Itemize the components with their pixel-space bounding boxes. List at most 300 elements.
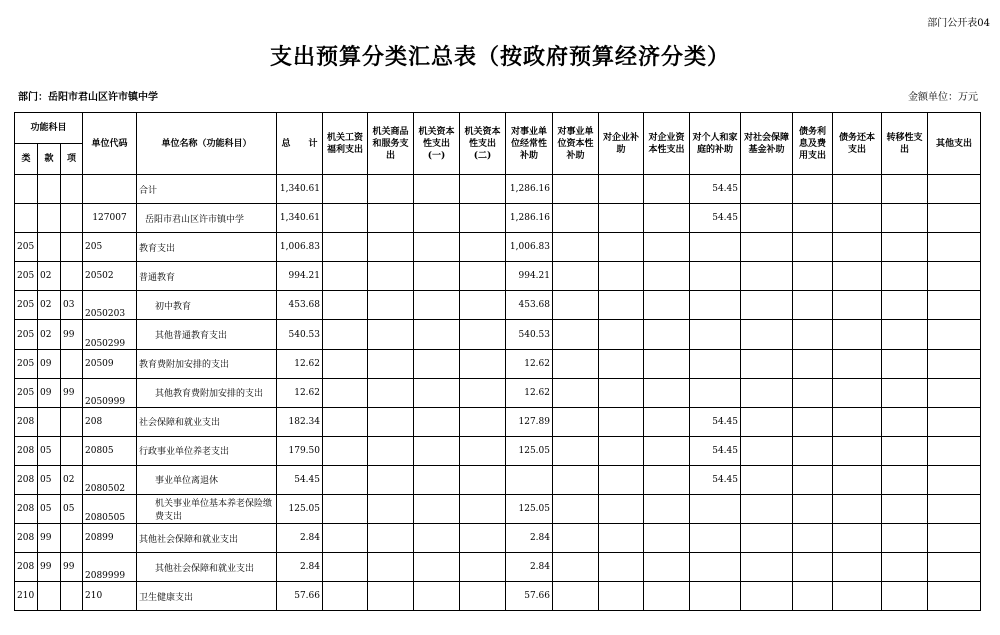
cell-unit-name: 普通教育 [137, 262, 277, 291]
cell-xiang [61, 436, 83, 465]
cell-c4 [460, 262, 506, 291]
cell-c1 [323, 465, 368, 494]
cell-total: 453.68 [277, 291, 323, 320]
header-c14: 其他支出 [928, 113, 981, 175]
cell-lei: 208 [15, 524, 38, 553]
cell-c6 [553, 349, 599, 378]
cell-unit-code: 127007 [83, 204, 137, 233]
cell-c12 [833, 524, 882, 553]
cell-c5: 12.62 [506, 349, 553, 378]
cell-c9 [690, 553, 741, 582]
cell-c5: 1,286.16 [506, 175, 553, 204]
cell-c4 [460, 204, 506, 233]
cell-c13 [882, 320, 928, 349]
cell-c1 [323, 204, 368, 233]
cell-c9 [690, 582, 741, 611]
cell-c3 [414, 320, 460, 349]
table-number: 部门公开表04 [927, 18, 990, 29]
cell-c11 [793, 436, 833, 465]
cell-lei: 208 [15, 553, 38, 582]
cell-c14 [928, 582, 981, 611]
cell-c6 [553, 320, 599, 349]
cell-c6 [553, 407, 599, 436]
cell-c11 [793, 291, 833, 320]
cell-c3 [414, 204, 460, 233]
cell-c10 [741, 407, 793, 436]
cell-xiang [61, 582, 83, 611]
cell-c3 [414, 524, 460, 553]
cell-lei: 210 [15, 582, 38, 611]
cell-lei: 205 [15, 233, 38, 262]
cell-c13 [882, 262, 928, 291]
cell-total: 179.50 [277, 436, 323, 465]
page-title: 支出预算分类汇总表（按政府预算经济分类） [269, 44, 730, 70]
cell-c7 [599, 204, 644, 233]
table-row [15, 465, 981, 494]
cell-c14 [928, 553, 981, 582]
cell-c6 [553, 436, 599, 465]
cell-c8 [644, 349, 690, 378]
cell-c6 [553, 233, 599, 262]
cell-c11 [793, 465, 833, 494]
cell-unit-code: 208 [83, 407, 137, 436]
cell-c2 [368, 175, 414, 204]
cell-unit-code [83, 175, 137, 204]
cell-c1 [323, 175, 368, 204]
cell-unit-name: 教育支出 [137, 233, 277, 262]
cell-c1 [323, 553, 368, 582]
table-row [15, 291, 981, 320]
cell-c7 [599, 407, 644, 436]
table-row [15, 582, 981, 611]
cell-c13 [882, 495, 928, 524]
cell-c4 [460, 233, 506, 262]
header-c4: 机关资本性支出(二) [460, 113, 506, 175]
cell-c11 [793, 233, 833, 262]
cell-c1 [323, 320, 368, 349]
cell-c13 [882, 175, 928, 204]
cell-c3 [414, 175, 460, 204]
cell-c14 [928, 436, 981, 465]
cell-xiang: 03 [61, 291, 83, 320]
cell-lei [15, 175, 38, 204]
cell-c2 [368, 262, 414, 291]
cell-c12 [833, 291, 882, 320]
cell-c10 [741, 465, 793, 494]
cell-total: 540.53 [277, 320, 323, 349]
cell-xiang: 99 [61, 553, 83, 582]
cell-c3 [414, 349, 460, 378]
cell-c7 [599, 320, 644, 349]
cell-kuan [38, 582, 61, 611]
cell-total: 57.66 [277, 582, 323, 611]
cell-c11 [793, 204, 833, 233]
cell-c12 [833, 582, 882, 611]
cell-c7 [599, 175, 644, 204]
cell-c13 [882, 407, 928, 436]
cell-c14 [928, 233, 981, 262]
cell-c14 [928, 320, 981, 349]
cell-unit-name: 合计 [137, 175, 277, 204]
cell-c4 [460, 524, 506, 553]
table-row [15, 436, 981, 465]
cell-c2 [368, 407, 414, 436]
cell-c2 [368, 233, 414, 262]
cell-lei: 208 [15, 465, 38, 494]
cell-c11 [793, 175, 833, 204]
cell-c3 [414, 291, 460, 320]
cell-c8 [644, 553, 690, 582]
cell-c12 [833, 204, 882, 233]
cell-c6 [553, 524, 599, 553]
cell-kuan [38, 407, 61, 436]
cell-xiang [61, 262, 83, 291]
cell-c8 [644, 291, 690, 320]
cell-c2 [368, 524, 414, 553]
header-c8: 对企业资本性支出 [644, 113, 690, 175]
cell-c5: 125.05 [506, 436, 553, 465]
cell-c14 [928, 465, 981, 494]
cell-c14 [928, 262, 981, 291]
cell-c7 [599, 349, 644, 378]
table-row [15, 495, 981, 524]
cell-c6 [553, 553, 599, 582]
cell-c2 [368, 204, 414, 233]
cell-c12 [833, 465, 882, 494]
cell-kuan: 02 [38, 262, 61, 291]
cell-c8 [644, 204, 690, 233]
cell-c9 [690, 495, 741, 524]
amount-unit-label: 金额单位：万元 [908, 92, 978, 103]
cell-c1 [323, 524, 368, 553]
cell-lei: 205 [15, 349, 38, 378]
cell-c8 [644, 524, 690, 553]
cell-c11 [793, 378, 833, 407]
header-c12: 债务还本支出 [833, 113, 882, 175]
header-c10: 对社会保障基金补助 [741, 113, 793, 175]
cell-c13 [882, 233, 928, 262]
cell-c10 [741, 582, 793, 611]
table-row [15, 407, 981, 436]
cell-c5: 2.84 [506, 553, 553, 582]
cell-c1 [323, 495, 368, 524]
cell-unit-code: 205 [83, 233, 137, 262]
cell-unit-name: 事业单位离退休 [137, 465, 277, 494]
cell-kuan: 99 [38, 553, 61, 582]
cell-c8 [644, 233, 690, 262]
cell-c12 [833, 495, 882, 524]
table-row [15, 320, 981, 349]
cell-c6 [553, 495, 599, 524]
cell-c9 [690, 320, 741, 349]
cell-c7 [599, 582, 644, 611]
cell-c3 [414, 407, 460, 436]
cell-c12 [833, 378, 882, 407]
cell-c1 [323, 582, 368, 611]
cell-total: 12.62 [277, 378, 323, 407]
header-c6: 对事业单位资本性补助 [553, 113, 599, 175]
cell-unit-code: 20805 [83, 436, 137, 465]
header-unit-code: 单位代码 [83, 113, 137, 175]
cell-c3 [414, 582, 460, 611]
cell-c2 [368, 291, 414, 320]
cell-c11 [793, 582, 833, 611]
cell-c5: 1,286.16 [506, 204, 553, 233]
table-row [15, 262, 981, 291]
cell-c9 [690, 378, 741, 407]
cell-c4 [460, 436, 506, 465]
cell-kuan: 05 [38, 495, 61, 524]
cell-c11 [793, 524, 833, 553]
cell-c10 [741, 349, 793, 378]
header-c2: 机关商品和服务支出 [368, 113, 414, 175]
cell-unit-code: 2089999 [83, 553, 137, 582]
cell-c11 [793, 262, 833, 291]
cell-c11 [793, 495, 833, 524]
cell-c5: 453.68 [506, 291, 553, 320]
cell-total: 125.05 [277, 495, 323, 524]
cell-unit-name: 其他教育费附加安排的支出 [137, 378, 277, 407]
cell-kuan [38, 204, 61, 233]
cell-c9 [690, 262, 741, 291]
cell-c5: 127.89 [506, 407, 553, 436]
cell-c2 [368, 320, 414, 349]
cell-kuan [38, 233, 61, 262]
cell-c9 [690, 349, 741, 378]
cell-c14 [928, 175, 981, 204]
cell-lei: 208 [15, 495, 38, 524]
cell-c11 [793, 553, 833, 582]
cell-c8 [644, 320, 690, 349]
cell-c10 [741, 495, 793, 524]
cell-c9 [690, 233, 741, 262]
cell-c12 [833, 262, 882, 291]
cell-total: 182.34 [277, 407, 323, 436]
cell-c11 [793, 320, 833, 349]
cell-xiang: 05 [61, 495, 83, 524]
cell-xiang: 99 [61, 320, 83, 349]
header-xiang: 项 [61, 144, 83, 175]
cell-kuan [38, 175, 61, 204]
header-unit-name: 单位名称（功能科目） [137, 113, 277, 175]
cell-unit-code: 2050299 [83, 320, 137, 349]
cell-kuan: 02 [38, 291, 61, 320]
cell-xiang [61, 175, 83, 204]
cell-c8 [644, 262, 690, 291]
cell-unit-code: 20899 [83, 524, 137, 553]
cell-kuan: 09 [38, 378, 61, 407]
cell-c8 [644, 495, 690, 524]
cell-c2 [368, 378, 414, 407]
cell-c2 [368, 553, 414, 582]
cell-c12 [833, 233, 882, 262]
cell-c12 [833, 436, 882, 465]
cell-lei [15, 204, 38, 233]
table-body [15, 175, 981, 611]
cell-total: 2.84 [277, 524, 323, 553]
header-lei: 类 [15, 144, 38, 175]
cell-c10 [741, 378, 793, 407]
cell-unit-name: 其他社会保障和就业支出 [137, 553, 277, 582]
cell-c13 [882, 553, 928, 582]
cell-total: 54.45 [277, 465, 323, 494]
cell-total: 1,006.83 [277, 233, 323, 262]
cell-unit-code: 20509 [83, 349, 137, 378]
cell-c9 [690, 524, 741, 553]
cell-c10 [741, 553, 793, 582]
cell-lei: 208 [15, 407, 38, 436]
cell-lei: 205 [15, 378, 38, 407]
cell-xiang [61, 524, 83, 553]
header-total: 总 计 [277, 113, 323, 175]
cell-c12 [833, 407, 882, 436]
cell-c13 [882, 524, 928, 553]
cell-c2 [368, 465, 414, 494]
cell-c12 [833, 553, 882, 582]
header-c3: 机关资本性支出(一) [414, 113, 460, 175]
cell-unit-code: 2080502 [83, 465, 137, 494]
cell-c7 [599, 465, 644, 494]
cell-c5: 1,006.83 [506, 233, 553, 262]
cell-c13 [882, 465, 928, 494]
cell-c3 [414, 233, 460, 262]
cell-c10 [741, 262, 793, 291]
table-row [15, 204, 981, 233]
cell-c6 [553, 465, 599, 494]
cell-c11 [793, 407, 833, 436]
cell-c7 [599, 378, 644, 407]
table-row [15, 553, 981, 582]
header-c1: 机关工资福利支出 [323, 113, 368, 175]
header-kuan: 款 [38, 144, 61, 175]
cell-c2 [368, 495, 414, 524]
cell-c1 [323, 378, 368, 407]
cell-c4 [460, 320, 506, 349]
table-row [15, 175, 981, 204]
cell-c1 [323, 291, 368, 320]
header-c5: 对事业单位经常性补助 [506, 113, 553, 175]
cell-c10 [741, 524, 793, 553]
header-func-subject: 功能科目 [15, 113, 83, 144]
cell-c14 [928, 524, 981, 553]
cell-xiang [61, 204, 83, 233]
cell-c10 [741, 436, 793, 465]
cell-c2 [368, 436, 414, 465]
cell-c9: 54.45 [690, 436, 741, 465]
cell-c5 [506, 465, 553, 494]
cell-c4 [460, 407, 506, 436]
cell-c1 [323, 349, 368, 378]
cell-c1 [323, 233, 368, 262]
cell-c3 [414, 436, 460, 465]
cell-c12 [833, 175, 882, 204]
cell-xiang [61, 349, 83, 378]
cell-c6 [553, 262, 599, 291]
table-row [15, 378, 981, 407]
cell-lei: 208 [15, 436, 38, 465]
cell-c10 [741, 204, 793, 233]
cell-c6 [553, 175, 599, 204]
cell-c9: 54.45 [690, 204, 741, 233]
cell-c1 [323, 262, 368, 291]
cell-lei: 205 [15, 320, 38, 349]
cell-xiang [61, 233, 83, 262]
cell-c10 [741, 320, 793, 349]
cell-c3 [414, 553, 460, 582]
cell-unit-code: 210 [83, 582, 137, 611]
cell-c9: 54.45 [690, 175, 741, 204]
cell-c7 [599, 291, 644, 320]
cell-c4 [460, 465, 506, 494]
header-c13: 转移性支出 [882, 113, 928, 175]
cell-c13 [882, 349, 928, 378]
cell-c14 [928, 349, 981, 378]
cell-c7 [599, 553, 644, 582]
expenditure-table [14, 112, 981, 611]
cell-c2 [368, 349, 414, 378]
cell-kuan: 09 [38, 349, 61, 378]
table-row [15, 233, 981, 262]
cell-total: 2.84 [277, 553, 323, 582]
cell-c8 [644, 175, 690, 204]
cell-unit-name: 社会保障和就业支出 [137, 407, 277, 436]
cell-c13 [882, 204, 928, 233]
cell-c7 [599, 524, 644, 553]
cell-c13 [882, 291, 928, 320]
cell-xiang [61, 407, 83, 436]
cell-unit-name: 卫生健康支出 [137, 582, 277, 611]
cell-c12 [833, 320, 882, 349]
table-row [15, 524, 981, 553]
cell-lei: 205 [15, 262, 38, 291]
cell-unit-code: 2050999 [83, 378, 137, 407]
cell-xiang: 02 [61, 465, 83, 494]
cell-c5: 540.53 [506, 320, 553, 349]
cell-kuan: 05 [38, 465, 61, 494]
cell-c1 [323, 436, 368, 465]
cell-c12 [833, 349, 882, 378]
cell-c14 [928, 204, 981, 233]
table-row [15, 349, 981, 378]
cell-total: 12.62 [277, 349, 323, 378]
cell-c4 [460, 553, 506, 582]
cell-c14 [928, 378, 981, 407]
header-c11: 债务利息及费用支出 [793, 113, 833, 175]
cell-c7 [599, 495, 644, 524]
cell-c9: 54.45 [690, 465, 741, 494]
cell-unit-name: 其他普通教育支出 [137, 320, 277, 349]
cell-xiang: 99 [61, 378, 83, 407]
cell-c8 [644, 465, 690, 494]
cell-c3 [414, 378, 460, 407]
cell-total: 1,340.61 [277, 204, 323, 233]
department-label: 部门：岳阳市君山区许市镇中学 [18, 92, 158, 103]
cell-c13 [882, 436, 928, 465]
cell-c6 [553, 378, 599, 407]
cell-total: 1,340.61 [277, 175, 323, 204]
cell-c4 [460, 495, 506, 524]
cell-c5: 57.66 [506, 582, 553, 611]
cell-c5: 125.05 [506, 495, 553, 524]
cell-c3 [414, 262, 460, 291]
cell-c5: 994.21 [506, 262, 553, 291]
cell-c14 [928, 291, 981, 320]
cell-unit-name: 行政事业单位养老支出 [137, 436, 277, 465]
header-c7: 对企业补助 [599, 113, 644, 175]
cell-c9 [690, 291, 741, 320]
cell-c8 [644, 582, 690, 611]
cell-c2 [368, 582, 414, 611]
